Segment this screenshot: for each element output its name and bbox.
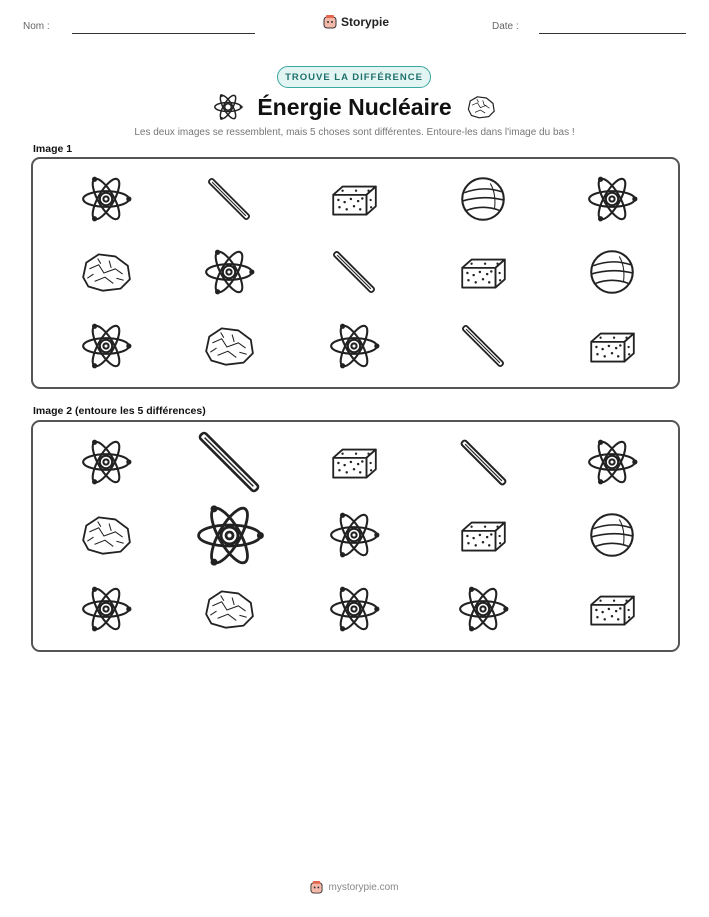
puzzle-item[interactable] xyxy=(79,319,133,373)
brick-icon xyxy=(327,172,381,226)
sphere-icon xyxy=(456,172,510,226)
puzzle-item[interactable] xyxy=(327,172,381,226)
atom-icon xyxy=(456,582,510,636)
name-label: Nom : xyxy=(23,21,50,32)
puzzle-item[interactable] xyxy=(202,582,256,636)
puzzle-item[interactable] xyxy=(190,423,268,501)
puzzle-item[interactable] xyxy=(585,319,639,373)
atom-icon xyxy=(79,435,133,489)
puzzle-item[interactable] xyxy=(585,245,639,299)
footer xyxy=(0,880,709,894)
puzzle-item[interactable] xyxy=(454,433,513,492)
date-label: Date : xyxy=(492,21,519,32)
rock-icon xyxy=(202,319,256,373)
instructions: Les deux images se ressemblent, mais 5 choses sont différentes. Entoure-les dans l'image du bas ! xyxy=(134,127,575,138)
rod-icon xyxy=(190,423,268,501)
atom-icon xyxy=(79,319,133,373)
atom-icon xyxy=(327,582,381,636)
brick-icon xyxy=(456,245,510,299)
puzzle-item[interactable] xyxy=(327,319,381,373)
atom-icon xyxy=(193,499,266,572)
title-text: Énergie Nucléaire xyxy=(257,93,452,120)
atom-icon xyxy=(79,582,133,636)
puzzle-item[interactable] xyxy=(327,245,381,299)
atom-icon xyxy=(79,172,133,226)
rock-icon xyxy=(79,508,133,562)
puzzle-item[interactable] xyxy=(79,508,133,562)
storypie-mascot-icon xyxy=(310,880,323,894)
puzzle-item[interactable] xyxy=(456,245,510,299)
puzzle-item[interactable] xyxy=(327,508,381,562)
puzzle-item[interactable] xyxy=(202,319,256,373)
rod-icon xyxy=(202,172,256,226)
brick-icon xyxy=(327,435,381,489)
image1-label: Image 1 xyxy=(33,143,73,155)
brick-icon xyxy=(585,319,639,373)
atom-icon xyxy=(585,172,639,226)
puzzle-item[interactable] xyxy=(456,508,510,562)
rod-icon xyxy=(456,319,510,373)
puzzle-item[interactable] xyxy=(585,508,639,562)
atom-icon xyxy=(202,245,256,299)
puzzle-item[interactable] xyxy=(79,245,133,299)
atom-icon xyxy=(585,435,639,489)
puzzle-item[interactable] xyxy=(456,172,510,226)
puzzle-item[interactable] xyxy=(585,582,639,636)
footer-url: mystorypie.com xyxy=(328,881,399,893)
atom-icon xyxy=(327,319,381,373)
puzzle-item[interactable] xyxy=(327,435,381,489)
puzzle-item[interactable] xyxy=(585,172,639,226)
name-line[interactable] xyxy=(72,33,255,34)
puzzle-item[interactable] xyxy=(79,582,133,636)
atom-icon xyxy=(327,508,381,562)
puzzle-item[interactable] xyxy=(585,435,639,489)
puzzle-item[interactable] xyxy=(456,319,510,373)
puzzle-item[interactable] xyxy=(327,582,381,636)
puzzle-item[interactable] xyxy=(202,245,256,299)
brick-icon xyxy=(456,508,510,562)
puzzle-item[interactable] xyxy=(456,582,510,636)
rock-icon xyxy=(202,582,256,636)
activity-badge: TROUVE LA DIFFÉRENCE xyxy=(277,66,431,88)
storypie-mascot-icon xyxy=(323,14,337,29)
page-title xyxy=(0,92,709,128)
rod-icon xyxy=(454,433,513,492)
rock-icon xyxy=(466,92,496,122)
brick-icon xyxy=(585,582,639,636)
atom-icon xyxy=(213,92,243,122)
puzzle-item[interactable] xyxy=(193,499,266,572)
puzzle-item[interactable] xyxy=(202,172,256,226)
image2-label: Image 2 (entoure les 5 différences) xyxy=(33,405,206,417)
puzzle-item[interactable] xyxy=(79,435,133,489)
image2-panel[interactable] xyxy=(31,420,680,652)
sphere-icon xyxy=(585,245,639,299)
brand-logo xyxy=(323,14,389,29)
rock-icon xyxy=(79,245,133,299)
date-line[interactable] xyxy=(539,33,686,34)
image1-panel[interactable] xyxy=(31,157,680,389)
puzzle-item[interactable] xyxy=(79,172,133,226)
sphere-icon xyxy=(585,508,639,562)
brand-name: Storypie xyxy=(341,14,390,29)
rod-icon xyxy=(327,245,381,299)
